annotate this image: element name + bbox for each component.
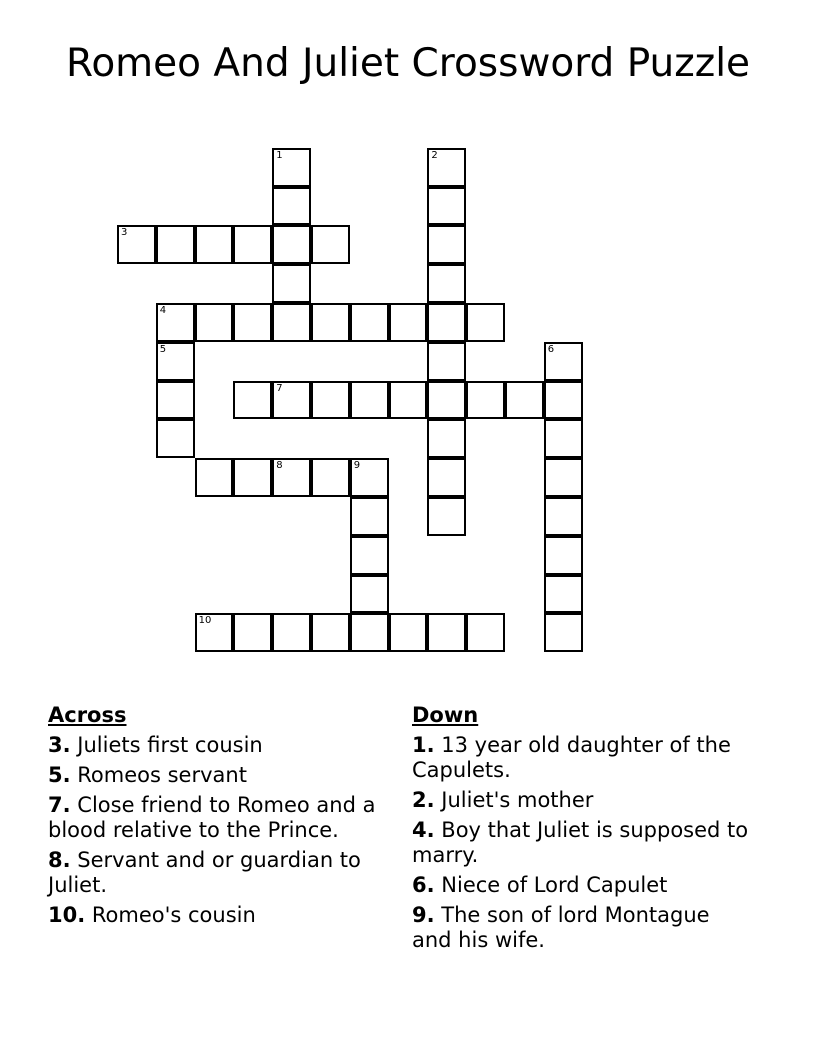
page-title: Romeo And Juliet Crossword Puzzle xyxy=(65,41,751,86)
grid-cell xyxy=(427,419,466,458)
grid-cell xyxy=(117,225,156,264)
across-clue xyxy=(48,903,378,928)
grid-cell xyxy=(544,575,583,614)
clue-number: 8. xyxy=(48,848,71,872)
grid-cell xyxy=(427,458,466,497)
grid-cell xyxy=(466,613,505,652)
grid-cell xyxy=(195,225,234,264)
across-clue xyxy=(48,848,378,898)
grid-cell xyxy=(350,575,389,614)
grid-cell xyxy=(272,613,311,652)
grid-cell xyxy=(505,381,544,420)
grid-cell xyxy=(350,536,389,575)
grid-cell xyxy=(427,187,466,226)
grid-cell xyxy=(272,458,311,497)
grid-cell xyxy=(544,497,583,536)
clue-number-label: 9 xyxy=(353,460,361,472)
grid-cell xyxy=(156,381,195,420)
clue-text: Juliets first cousin xyxy=(77,733,263,757)
down-clue xyxy=(412,788,752,813)
clue-text: Close friend to Romeo and a blood relative to the Prince. xyxy=(48,793,376,842)
grid-cell xyxy=(233,613,272,652)
across-clue xyxy=(48,793,378,843)
grid-cell xyxy=(195,458,234,497)
grid-cell xyxy=(466,381,505,420)
clue-number: 7. xyxy=(48,793,71,817)
clue-text: Niece of Lord Capulet xyxy=(441,873,668,897)
clue-number: 1. xyxy=(412,733,435,757)
grid-cell xyxy=(272,148,311,187)
clue-number-label: 4 xyxy=(159,305,167,316)
clue-number: 2. xyxy=(412,788,435,812)
grid-cell xyxy=(311,613,350,652)
grid-cell xyxy=(156,419,195,458)
down-clue xyxy=(412,733,752,783)
grid-cell xyxy=(233,225,272,264)
grid-cell xyxy=(427,613,466,652)
grid-cell xyxy=(311,381,350,420)
grid-cell xyxy=(156,303,195,342)
clue-number: 6. xyxy=(412,873,435,897)
clue-number: 10. xyxy=(48,903,86,927)
grid-cell xyxy=(233,303,272,342)
grid-cell xyxy=(311,303,350,342)
grid-cell xyxy=(272,381,311,420)
clue-text: Boy that Juliet is supposed to marry. xyxy=(412,818,749,867)
grid-cell xyxy=(427,303,466,342)
grid-cell xyxy=(272,303,311,342)
clue-number: 5. xyxy=(48,763,71,787)
grid-cell xyxy=(350,303,389,342)
grid-cell xyxy=(233,458,272,497)
down-clue xyxy=(412,818,752,868)
grid-cell xyxy=(427,381,466,420)
grid-cell xyxy=(544,419,583,458)
clue-text: Romeos servant xyxy=(77,763,247,787)
down-clue xyxy=(412,903,752,953)
grid-cell xyxy=(233,381,272,420)
clue-number: 9. xyxy=(412,903,435,927)
grid-cell xyxy=(427,342,466,381)
across-clue xyxy=(48,733,378,758)
clue-number-label: 6 xyxy=(547,343,555,355)
grid-cell xyxy=(389,381,428,420)
grid-cell xyxy=(156,225,195,264)
clue-text: Servant and or guardian to Juliet. xyxy=(48,848,361,897)
clue-number: 3. xyxy=(48,733,71,757)
grid-cell xyxy=(389,303,428,342)
clue-number-label: 5 xyxy=(159,343,167,355)
clue-text: Juliet's mother xyxy=(441,788,594,812)
clue-number-label: 3 xyxy=(121,227,128,239)
clue-number: 4. xyxy=(412,818,435,842)
across-clues xyxy=(48,703,378,933)
grid-cell xyxy=(466,303,505,342)
clue-text: Romeo's cousin xyxy=(91,903,256,927)
grid-cell xyxy=(427,148,466,187)
grid-cell xyxy=(350,613,389,652)
clue-number-label: 8 xyxy=(276,460,283,472)
grid-cell xyxy=(272,225,311,264)
clue-number-label: 7 xyxy=(276,382,283,394)
grid-cell xyxy=(272,264,311,303)
grid-cell xyxy=(311,458,350,497)
clue-number-label: 2 xyxy=(431,149,438,161)
grid-cell xyxy=(350,497,389,536)
grid-cell xyxy=(427,264,466,303)
down-heading: Down xyxy=(412,703,479,727)
clue-number-label: 10 xyxy=(198,615,212,627)
grid-cell xyxy=(272,187,311,226)
grid-cell xyxy=(156,342,195,381)
clue-number-label: 1 xyxy=(276,149,283,161)
grid-cell xyxy=(427,225,466,264)
grid-cell xyxy=(195,613,234,652)
down-clue xyxy=(412,873,752,898)
grid-cell xyxy=(389,613,428,652)
across-clue xyxy=(48,763,378,788)
grid-cell xyxy=(350,381,389,420)
grid-cell xyxy=(544,381,583,420)
grid-cell xyxy=(544,342,583,381)
grid-cell xyxy=(311,225,350,264)
grid-cell xyxy=(427,497,466,536)
grid-cell xyxy=(544,536,583,575)
across-heading: Across xyxy=(48,703,127,727)
grid-cell xyxy=(195,303,234,342)
grid-cell xyxy=(544,458,583,497)
grid-cell xyxy=(350,458,389,497)
grid-cell xyxy=(544,613,583,652)
clue-text: The son of lord Montague and his wife. xyxy=(412,903,710,952)
down-clues xyxy=(412,703,752,958)
clue-text: 13 year old daughter of the Capulets. xyxy=(412,733,731,782)
